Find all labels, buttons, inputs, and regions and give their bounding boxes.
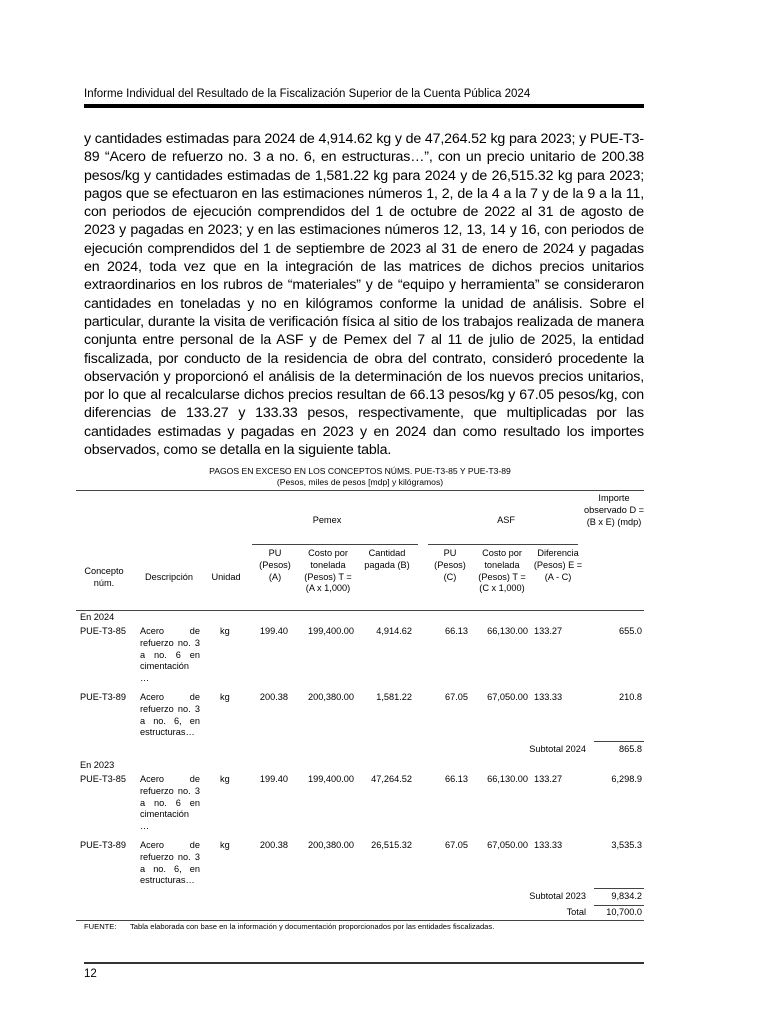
asf-group-rule — [428, 544, 578, 545]
cell-concepto: PUE-T3-89 — [80, 692, 126, 702]
cell-cantidad: 1,581.22 — [376, 692, 412, 702]
cell-pu-a: 200.38 — [259, 692, 288, 702]
cell-pu-c: 66.13 — [445, 626, 468, 636]
cell-importe: 655.0 — [619, 626, 642, 636]
cell-descripcion: Acero de refuerzo no. 3 a no. 6 en cimentación … — [140, 774, 200, 832]
cell-descripcion: Acero de refuerzo no. 3 a no. 6, en estructuras… — [140, 840, 200, 886]
section-label: En 2023 — [80, 760, 115, 770]
header-costo-a: Costo por tonelada (Pesos) T = (A x 1,000) — [304, 548, 352, 594]
page-header: Informe Individual del Resultado de la Fiscalización Superior de la Cuenta Pública 2024 — [84, 88, 531, 100]
header-pu-a: PU (Pesos) (A) — [259, 548, 291, 582]
table-title: PAGOS EN EXCESO EN LOS CONCEPTOS NÚMS. PUE-T3-85 Y PUE-T3-89 — [209, 466, 511, 476]
cell-descripcion: Acero de refuerzo no. 3 a no. 6 en cimentación … — [140, 626, 200, 684]
cell-unidad: kg — [220, 692, 230, 702]
cell-diferencia: 133.27 — [534, 626, 563, 636]
header-unidad: Unidad — [211, 572, 241, 582]
cell-costo-a: 200,380.00 — [308, 840, 354, 850]
table-bottom-rule — [76, 920, 644, 921]
source-text: Tabla elaborada con base en la información y documentación proporcionados por las entidades fiscalizadas. — [130, 922, 495, 931]
cell-pu-c: 67.05 — [445, 840, 468, 850]
subtotal-label: Subtotal 2024 — [529, 744, 586, 754]
cell-pu-c: 66.13 — [445, 774, 468, 784]
cell-unidad: kg — [220, 774, 230, 784]
cell-cantidad: 47,264.52 — [371, 774, 412, 784]
subtotal-2024-rule — [594, 741, 644, 742]
cell-pu-a: 199.40 — [259, 626, 288, 636]
total-label: Total — [566, 907, 586, 917]
page-number: 12 — [84, 968, 97, 980]
subtotal-label: Subtotal 2023 — [529, 891, 586, 901]
table-subtitle: (Pesos, miles de pesos [mdp] y kilógramos) — [276, 477, 444, 487]
header-descripcion: Descripción — [145, 572, 193, 582]
cell-pu-a: 199.40 — [259, 774, 288, 784]
cell-costo-a: 199,400.00 — [308, 774, 354, 784]
body-paragraph: y cantidades estimadas para 2024 de 4,914.62 kg y de 47,264.52 kg para 2023; y PUE-T3-89 “Acero de refuerzo no. 3 a no. 6, en estructuras…”, con un precio unitario de 200.38 pesos/kg y cantidades estimadas de 1,581.22 kg para 2024 y de 26,515.32 kg para 2023; pagos que se efectuaron en las estimaciones números 1, 2, de la 4 a la 7 y de la 9 a la 11, con periodos de ejecución comprendidos del 1 de octubre de 2022 al 31 de agosto de 2023 y pagadas en 2023; y en las estimaciones números 12, 13, 14 y 16, con periodos de ejecución comprendidos del 1 de septiembre de 2023 al 31 de enero de 2024 y pagadas en 2024, toda vez que en la integración de las matrices de dichos precios unitarios extraordinarios en los rubros de “materiales” y de “equipo y herramienta” se consideraron cantidades en toneladas y no en kilógramos conforme la unidad de análisis. Sobre el particular, durante la visita de verificación física al sitio de los trabajos realizada de manera conjunta entre personal de la ASF y de Pemex del 7 al 11 de julio de 2025, la entidad fiscalizada, por conducto de la residencia de obra del contrato, consideró procedente la observación y proporcionó el análisis de la determinación de los nuevos precios unitarios, por lo que al recalcularse dichos precios resultan de 66.13 pesos/kg y 67.05 pesos/kg, con diferencias de 133.27 y 133.33 pesos, respectivamente, que multiplicadas por las cantidades estimadas y pagadas en 2023 y en 2024 dan como resultado los importes observados, como se detalla en la siguiente tabla. — [84, 131, 644, 459]
cell-pu-a: 200.38 — [259, 840, 288, 850]
header-cantidad: Cantidad pagada (B) — [364, 548, 410, 570]
cell-costo-a: 199,400.00 — [308, 626, 354, 636]
header-importe: Importe observado D = (B x E) (mdp) — [584, 493, 645, 527]
cell-importe: 3,535.3 — [611, 840, 642, 850]
cell-costo-a: 200,380.00 — [308, 692, 354, 702]
subtotal-2023-rule — [594, 888, 644, 889]
cell-diferencia: 133.33 — [534, 840, 563, 850]
cell-unidad: kg — [220, 840, 230, 850]
cell-diferencia: 133.33 — [534, 692, 563, 702]
header-pu-c: PU (Pesos) (C) — [434, 548, 466, 582]
cell-costo-c: 67,050.00 — [487, 840, 528, 850]
cell-importe: 210.8 — [619, 692, 642, 702]
cell-costo-c: 66,130.00 — [487, 774, 528, 784]
cell-concepto: PUE-T3-89 — [80, 840, 126, 850]
cell-costo-c: 66,130.00 — [487, 626, 528, 636]
header-bottom-rule — [76, 610, 644, 611]
header-diferencia: Diferencia (Pesos) E = (A - C) — [533, 548, 583, 582]
cell-cantidad: 26,515.32 — [371, 840, 412, 850]
total-rule — [594, 905, 644, 906]
cell-importe: 6,298.9 — [611, 774, 642, 784]
cell-concepto: PUE-T3-85 — [80, 626, 126, 636]
table-source — [84, 922, 494, 931]
cell-cantidad: 4,914.62 — [376, 626, 412, 636]
group-header-pemex: Pemex — [312, 515, 342, 525]
group-header-asf: ASF — [497, 515, 515, 525]
cell-unidad: kg — [220, 626, 230, 636]
table-top-rule — [76, 490, 644, 491]
cell-diferencia: 133.27 — [534, 774, 563, 784]
footer-rule — [84, 962, 644, 964]
cell-pu-c: 67.05 — [445, 692, 468, 702]
table-title-block — [76, 466, 644, 488]
cell-descripcion: Acero de refuerzo no. 3 a no. 6, en estructuras… — [140, 692, 200, 738]
header-concepto: Concepto núm. — [84, 566, 124, 588]
source-label: FUENTE: — [84, 922, 117, 931]
subtotal-value: 9,834.2 — [611, 891, 642, 901]
cell-concepto: PUE-T3-85 — [80, 774, 126, 784]
header-rule — [84, 104, 644, 108]
total-value: 10,700.0 — [606, 907, 642, 917]
header-costo-c: Costo por tonelada (Pesos) T = (C x 1,000) — [478, 548, 526, 594]
subtotal-value: 865.8 — [619, 744, 642, 754]
cell-costo-c: 67,050.00 — [487, 692, 528, 702]
pemex-group-rule — [252, 544, 418, 545]
section-label: En 2024 — [80, 612, 115, 622]
